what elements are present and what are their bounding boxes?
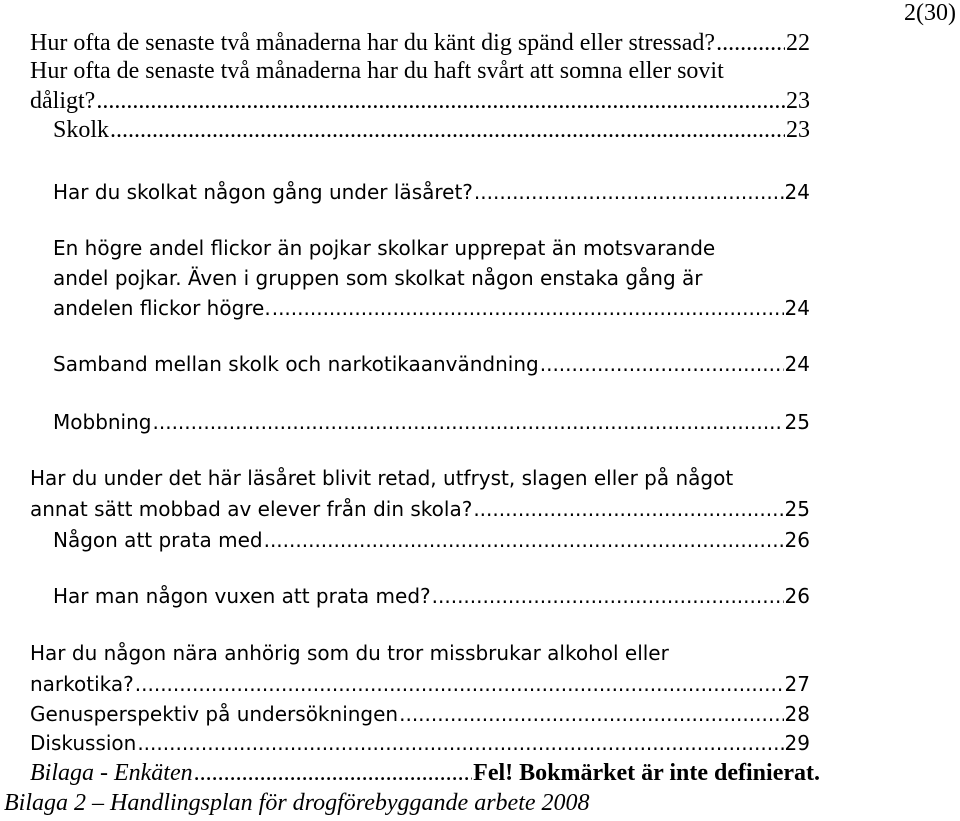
toc-entry-anhorig-line1[interactable]: Har du någon nära anhörig som du tror missbrukar alkohol eller [30, 641, 669, 665]
toc-entry-somna-line1[interactable]: Hur ofta de senaste två månaderna har du haft svårt att somna eller sovit [30, 58, 724, 84]
toc-entry-text: Har man någon vuxen att prata med? [53, 584, 431, 608]
toc-leader-dots [137, 731, 783, 755]
toc-entry-text: Någon att prata med [53, 528, 263, 552]
toc-entry-text: Diskussion [30, 731, 137, 755]
toc-leader-dots [399, 702, 783, 726]
toc-page-number: 27 [784, 672, 810, 696]
toc-page-number: 26 [784, 528, 810, 552]
toc-entry-prata[interactable] [53, 528, 810, 556]
toc-page-number: 24 [784, 180, 810, 204]
toc-entry-text: andelen flickor högre. [53, 296, 271, 320]
toc-bookmark-error: Fel! Bokmärket är inte definierat. [473, 760, 820, 786]
toc-leader-dots [540, 352, 784, 376]
toc-leader-dots [96, 88, 785, 115]
toc-entry-text: Bilaga - Enkäten [30, 760, 193, 786]
toc-entry-retad[interactable] [30, 497, 810, 525]
toc-leader-dots [272, 296, 784, 320]
toc-leader-dots [110, 117, 785, 144]
toc-entry-somna[interactable] [30, 88, 810, 116]
toc-leader-dots [153, 410, 784, 434]
toc-entry-text: Mobbning [53, 410, 152, 434]
toc-leader-dots [473, 497, 783, 521]
toc-entry-genus[interactable] [30, 702, 810, 730]
toc-entry-diskussion[interactable] [30, 731, 810, 759]
toc-leader-dots [474, 180, 784, 204]
toc-entry-andel-line1[interactable]: En högre andel flickor än pojkar skolkar upprepat än motsvarande [53, 236, 716, 260]
toc-leader-dots [135, 672, 784, 696]
toc-entry-andel[interactable] [53, 296, 810, 324]
toc-entry-retad-line1[interactable]: Har du under det här läsåret blivit retad, utfryst, slagen eller på något [30, 466, 734, 490]
toc-entry-text: Skolk [53, 117, 110, 143]
toc-leader-dots [264, 528, 784, 552]
toc-entry-skolk[interactable] [53, 117, 810, 145]
page-number: 2(30) [904, 0, 956, 26]
toc-page-number: 23 [786, 88, 810, 114]
toc-entry-text: Genusperspektiv på undersökningen [30, 702, 399, 726]
toc-entry-mobbning[interactable] [53, 410, 810, 438]
toc-entry-bilaga-enkaten[interactable] [30, 760, 820, 788]
toc-entry-andel-line2[interactable]: andel pojkar. Även i gruppen som skolkat någon enstaka gång är [53, 266, 703, 290]
toc-leader-dots [194, 760, 473, 787]
toc-entry-text: narkotika? [30, 672, 134, 696]
toc-leader-dots [432, 584, 784, 608]
toc-entry-text: annat sätt mobbad av elever från din skola? [30, 497, 473, 521]
toc-entry-vuxen[interactable] [53, 584, 810, 612]
toc-entry-samband[interactable] [53, 352, 810, 380]
toc-page-number: 24 [784, 352, 810, 376]
toc-page-number: 29 [784, 731, 810, 755]
toc-leader-dots [716, 30, 785, 57]
toc-entry-text: Samband mellan skolk och narkotikaanvändning [53, 352, 539, 376]
toc-entry-skolkat[interactable] [53, 180, 810, 208]
toc-entry-anhorig[interactable] [30, 672, 810, 700]
toc-page-number: 23 [786, 117, 810, 143]
toc-page-number: 24 [784, 296, 810, 320]
toc-page-number: 25 [784, 410, 810, 434]
toc-entry-bilaga-2[interactable]: Bilaga 2 – Handlingsplan för drogförebyggande arbete 2008 [4, 790, 590, 816]
toc-page-number: 26 [784, 584, 810, 608]
toc-entry-text: dåligt? [30, 88, 96, 114]
toc-page-number: 25 [784, 497, 810, 521]
toc-entry-text: Har du skolkat någon gång under läsåret? [53, 180, 473, 204]
toc-page-number: 28 [784, 702, 810, 726]
toc-entry-stressad[interactable] [30, 30, 810, 58]
toc-page-number: 22 [786, 30, 810, 56]
toc-entry-text: Hur ofta de senaste två månaderna har du känt dig spänd eller stressad? [30, 30, 716, 56]
